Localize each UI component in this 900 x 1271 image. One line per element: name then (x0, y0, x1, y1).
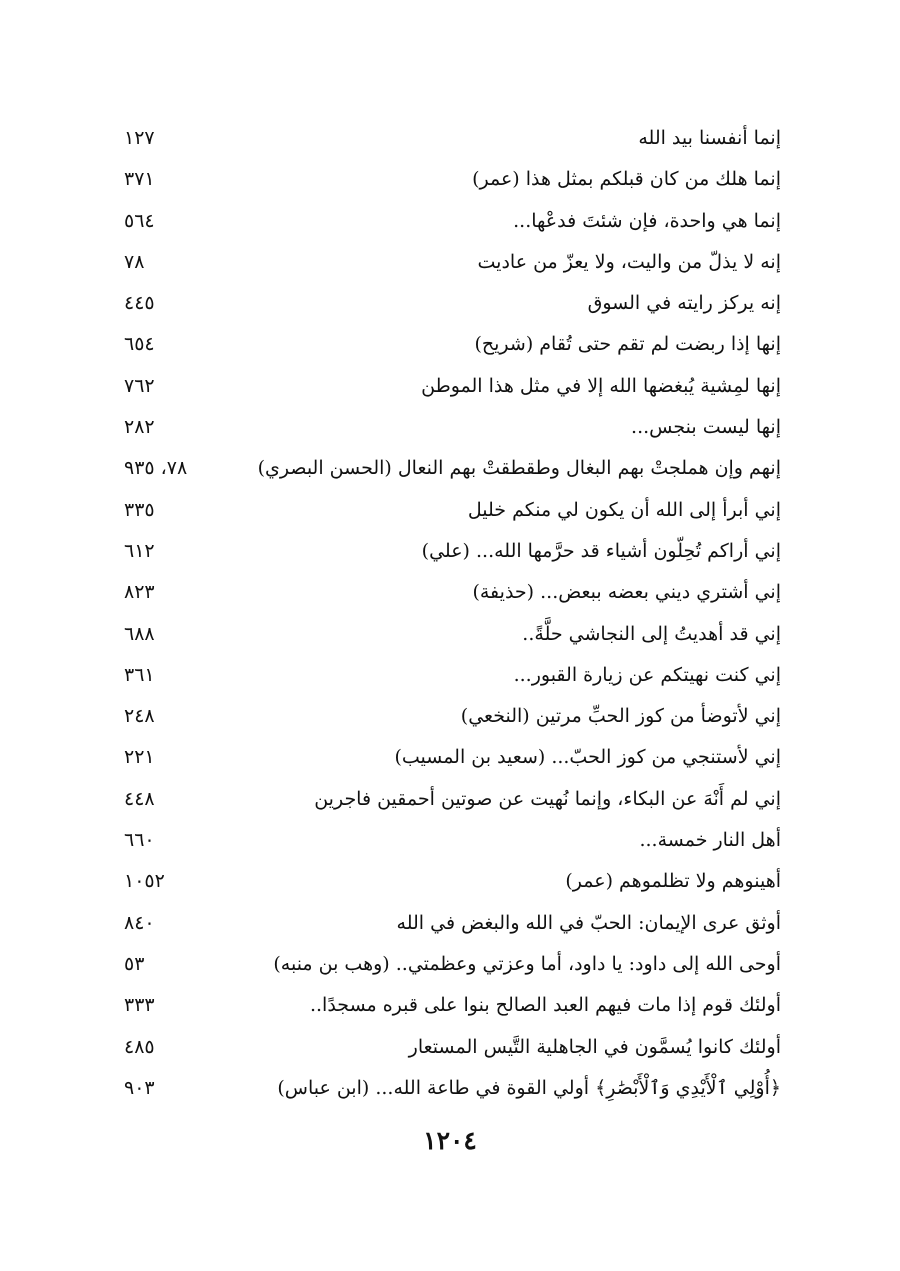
index-row (118, 903, 781, 944)
index-row (118, 944, 781, 985)
entry-page-ref: ٦٨٨ (124, 622, 155, 645)
entry-text: إنما أنفسنا بيد الله (638, 127, 781, 149)
entry-page-ref: ٦٦٠ (124, 829, 155, 852)
index-row (118, 737, 781, 778)
index-row (118, 242, 781, 283)
entry-page-ref: ٨٢٣ (124, 581, 155, 604)
index-row (118, 572, 781, 613)
entry-text: إني أشتري ديني بعضه ببعض... (حذيفة) (472, 581, 781, 604)
entry-page-ref: ٣٧١ (124, 168, 155, 191)
index-row (118, 448, 781, 489)
entry-page-ref: ٢٤٨ (124, 705, 155, 728)
entry-page-ref: ١٢٧ (124, 127, 155, 149)
index-row (118, 1068, 781, 1109)
index-row (118, 655, 781, 696)
index-row (118, 490, 781, 531)
entry-page-ref: ٣٣٣ (124, 994, 155, 1017)
index-row (118, 324, 781, 365)
entry-page-ref: ٧٦٢ (124, 374, 155, 397)
entry-page-ref: ٨٤٠ (124, 911, 155, 934)
entry-page-ref: ٤٤٥ (124, 292, 155, 315)
entry-text: إني أراكم تُحِلّون أشياء قد حرَّمها الله... (علي) (421, 539, 781, 562)
entry-text: أولئك كانوا يُسمَّون في الجاهلية التَّيس المستعار (408, 1035, 781, 1058)
index-row (118, 283, 781, 324)
entry-text: إنها لمِشية يُبغضها الله إلا في مثل هذا الموطن (421, 374, 781, 397)
entry-text: إنها إذا ربضت لم تقم حتى تُقام (شريح) (474, 333, 781, 356)
entry-text: أهينوهم ولا تظلموهم (عمر) (565, 870, 781, 893)
entry-page-ref: ٦١٢ (124, 539, 155, 562)
entry-text: إني أبرأ إلى الله أن يكون لي منكم خليل (467, 498, 781, 521)
entry-text: إني قد أهديتُ إلى النجاشي حلَّةً.. (522, 622, 781, 645)
entry-text: إنهم وإن هملجتْ بهم البغال وطقطقتْ بهم النعال (الحسن البصري) (257, 457, 781, 480)
entry-page-ref: ٧٨ (124, 250, 145, 273)
entry-page-ref: ٢٢١ (124, 746, 155, 769)
index-row (118, 159, 781, 200)
index-row (118, 118, 781, 159)
index-row (118, 820, 781, 861)
entry-text: أوحى الله إلى داود: يا داود، أما وعزتي وعظمتي.. (وهب بن منبه) (273, 952, 781, 975)
entry-text: إني لأتوضأ من كوز الحبِّ مرتين (النخعي) (460, 705, 781, 728)
index-row (118, 531, 781, 572)
index-row (118, 407, 781, 448)
page-number: ١٢٠٤ (423, 1126, 477, 1155)
index-row (118, 985, 781, 1026)
entry-page-ref: ٣٦١ (124, 663, 155, 686)
index-row (118, 201, 781, 242)
index-row (118, 614, 781, 655)
entry-text: إنها ليست بنجس... (631, 416, 781, 439)
index-row (118, 366, 781, 407)
entry-text: إنما هلك من كان قبلكم بمثل هذا (عمر) (472, 168, 781, 191)
entry-text: أهل النار خمسة... (639, 829, 781, 852)
entry-page-ref: ٣٣٥ (124, 498, 155, 521)
entry-page-ref: ٤٨٥ (124, 1035, 155, 1058)
entry-text: ﴿أُوْلِي ٱلْأَيْدِي وَٱلْأَبْصَٰرِ﴾ أولي القوة في طاعة الله... (ابن عباس) (277, 1076, 781, 1099)
entry-page-ref: ٧٨، ٩٣٥ (124, 457, 188, 480)
quote-index-list (118, 118, 781, 1109)
entry-page-ref: ٦٥٤ (124, 333, 155, 356)
entry-page-ref: ٩٠٣ (124, 1076, 155, 1099)
index-row (118, 1027, 781, 1068)
index-row (118, 696, 781, 737)
entry-text: إني لأستنجي من كوز الحبّ... (سعيد بن المسيب) (394, 746, 781, 769)
entry-text: إنه يركز رايته في السوق (587, 292, 781, 315)
index-row (118, 861, 781, 902)
entry-text: إنما هي واحدة، فإن شئتَ فدعْها... (513, 209, 781, 232)
entry-text: إنه لا يذلّ من واليت، ولا يعزّ من عاديت (477, 250, 781, 273)
entry-page-ref: ١٠٥٢ (124, 870, 165, 893)
entry-text: أولئك قوم إذا مات فيهم العبد الصالح بنوا على قبره مسجدًا.. (309, 994, 781, 1017)
entry-text: أوثق عرى الإيمان: الحبّ في الله والبغض في الله (396, 911, 781, 934)
entry-page-ref: ٥٣ (124, 952, 145, 975)
entry-page-ref: ٢٨٢ (124, 416, 155, 439)
entry-page-ref: ٤٤٨ (124, 787, 155, 810)
entry-text: إني كنت نهيتكم عن زيارة القبور... (513, 663, 781, 686)
entry-text: إني لم أَنْهَ عن البكاء، وإنما نُهيت عن صوتين أحمقين فاجرين (314, 787, 781, 810)
index-row (118, 779, 781, 820)
entry-page-ref: ٥٦٤ (124, 209, 155, 232)
